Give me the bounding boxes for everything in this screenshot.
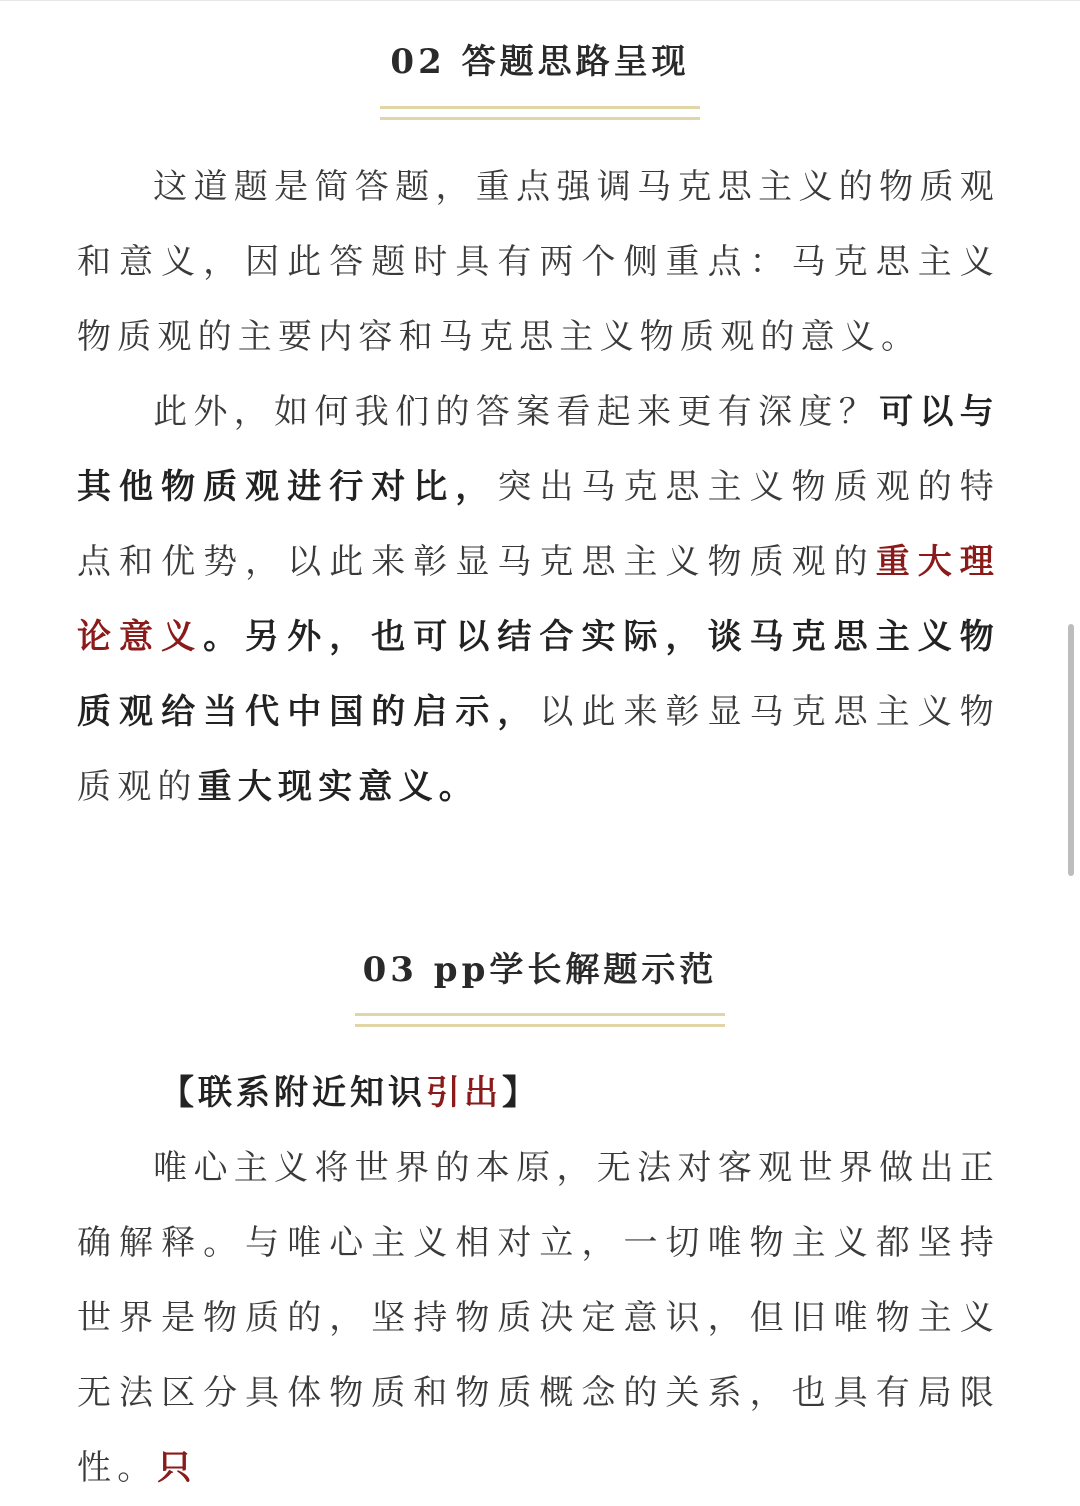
highlight-text: 只	[157, 1448, 198, 1488]
paragraph-text: 以此来彰显马克思主义物质观的	[77, 692, 1000, 807]
paragraph-text: 突出马克思主义物质观的特点和优势，以此来彰显马克思主义物质观的	[77, 467, 1001, 582]
bold-text: 重大现实意义。	[197, 767, 480, 807]
bold-text: 可以与其他物质观进行对比，	[77, 392, 1000, 507]
title-rule-top-02	[380, 106, 700, 109]
title-rule-bottom-02	[380, 117, 700, 120]
title-rule-top-03	[355, 1013, 725, 1016]
paragraph-text: 此外，如何我们的答案看起来更有深度？	[153, 392, 880, 432]
section-title-03: 03 pp学长解题示范	[362, 950, 718, 990]
highlight-text: 重大理论意义	[77, 542, 1000, 657]
scrollbar[interactable]	[1068, 624, 1074, 876]
subheading-highlight: 引出	[426, 1073, 502, 1113]
subheading-text: 】	[502, 1073, 540, 1113]
paragraph-text: 这道题是简答题，重点强调马克思主义的物质观和意义，因此答题时具有两个侧重点：马克思主义物质观的主要内容和马克思主义物质观的意义。	[77, 167, 1000, 357]
bold-text: 。另外，也可以结合实际，谈马克思主义物质观给当代中国的启示，	[77, 617, 1000, 732]
title-rule-bottom-03	[355, 1024, 725, 1027]
paragraph-idealism-materialism	[77, 1131, 1000, 1506]
paragraph-text: 唯心主义将世界的本原，无法对客观世界做出正确解释。与唯心主义相对立，一切唯物主义都坚持世界是物质的，坚持物质决定意识，但旧唯物主义无法区分具体物质和物质概念的关系，也具有局限性。	[77, 1148, 1000, 1488]
top-divider	[0, 0, 1080, 1]
section-title-02: 02 答题思路呈现	[390, 42, 690, 82]
paragraph-answer-approach	[77, 150, 1000, 375]
paragraph-depth-tip	[77, 375, 1000, 825]
subheading-introduction	[160, 1073, 540, 1113]
subheading-text: 【联系附近知识	[160, 1073, 426, 1113]
